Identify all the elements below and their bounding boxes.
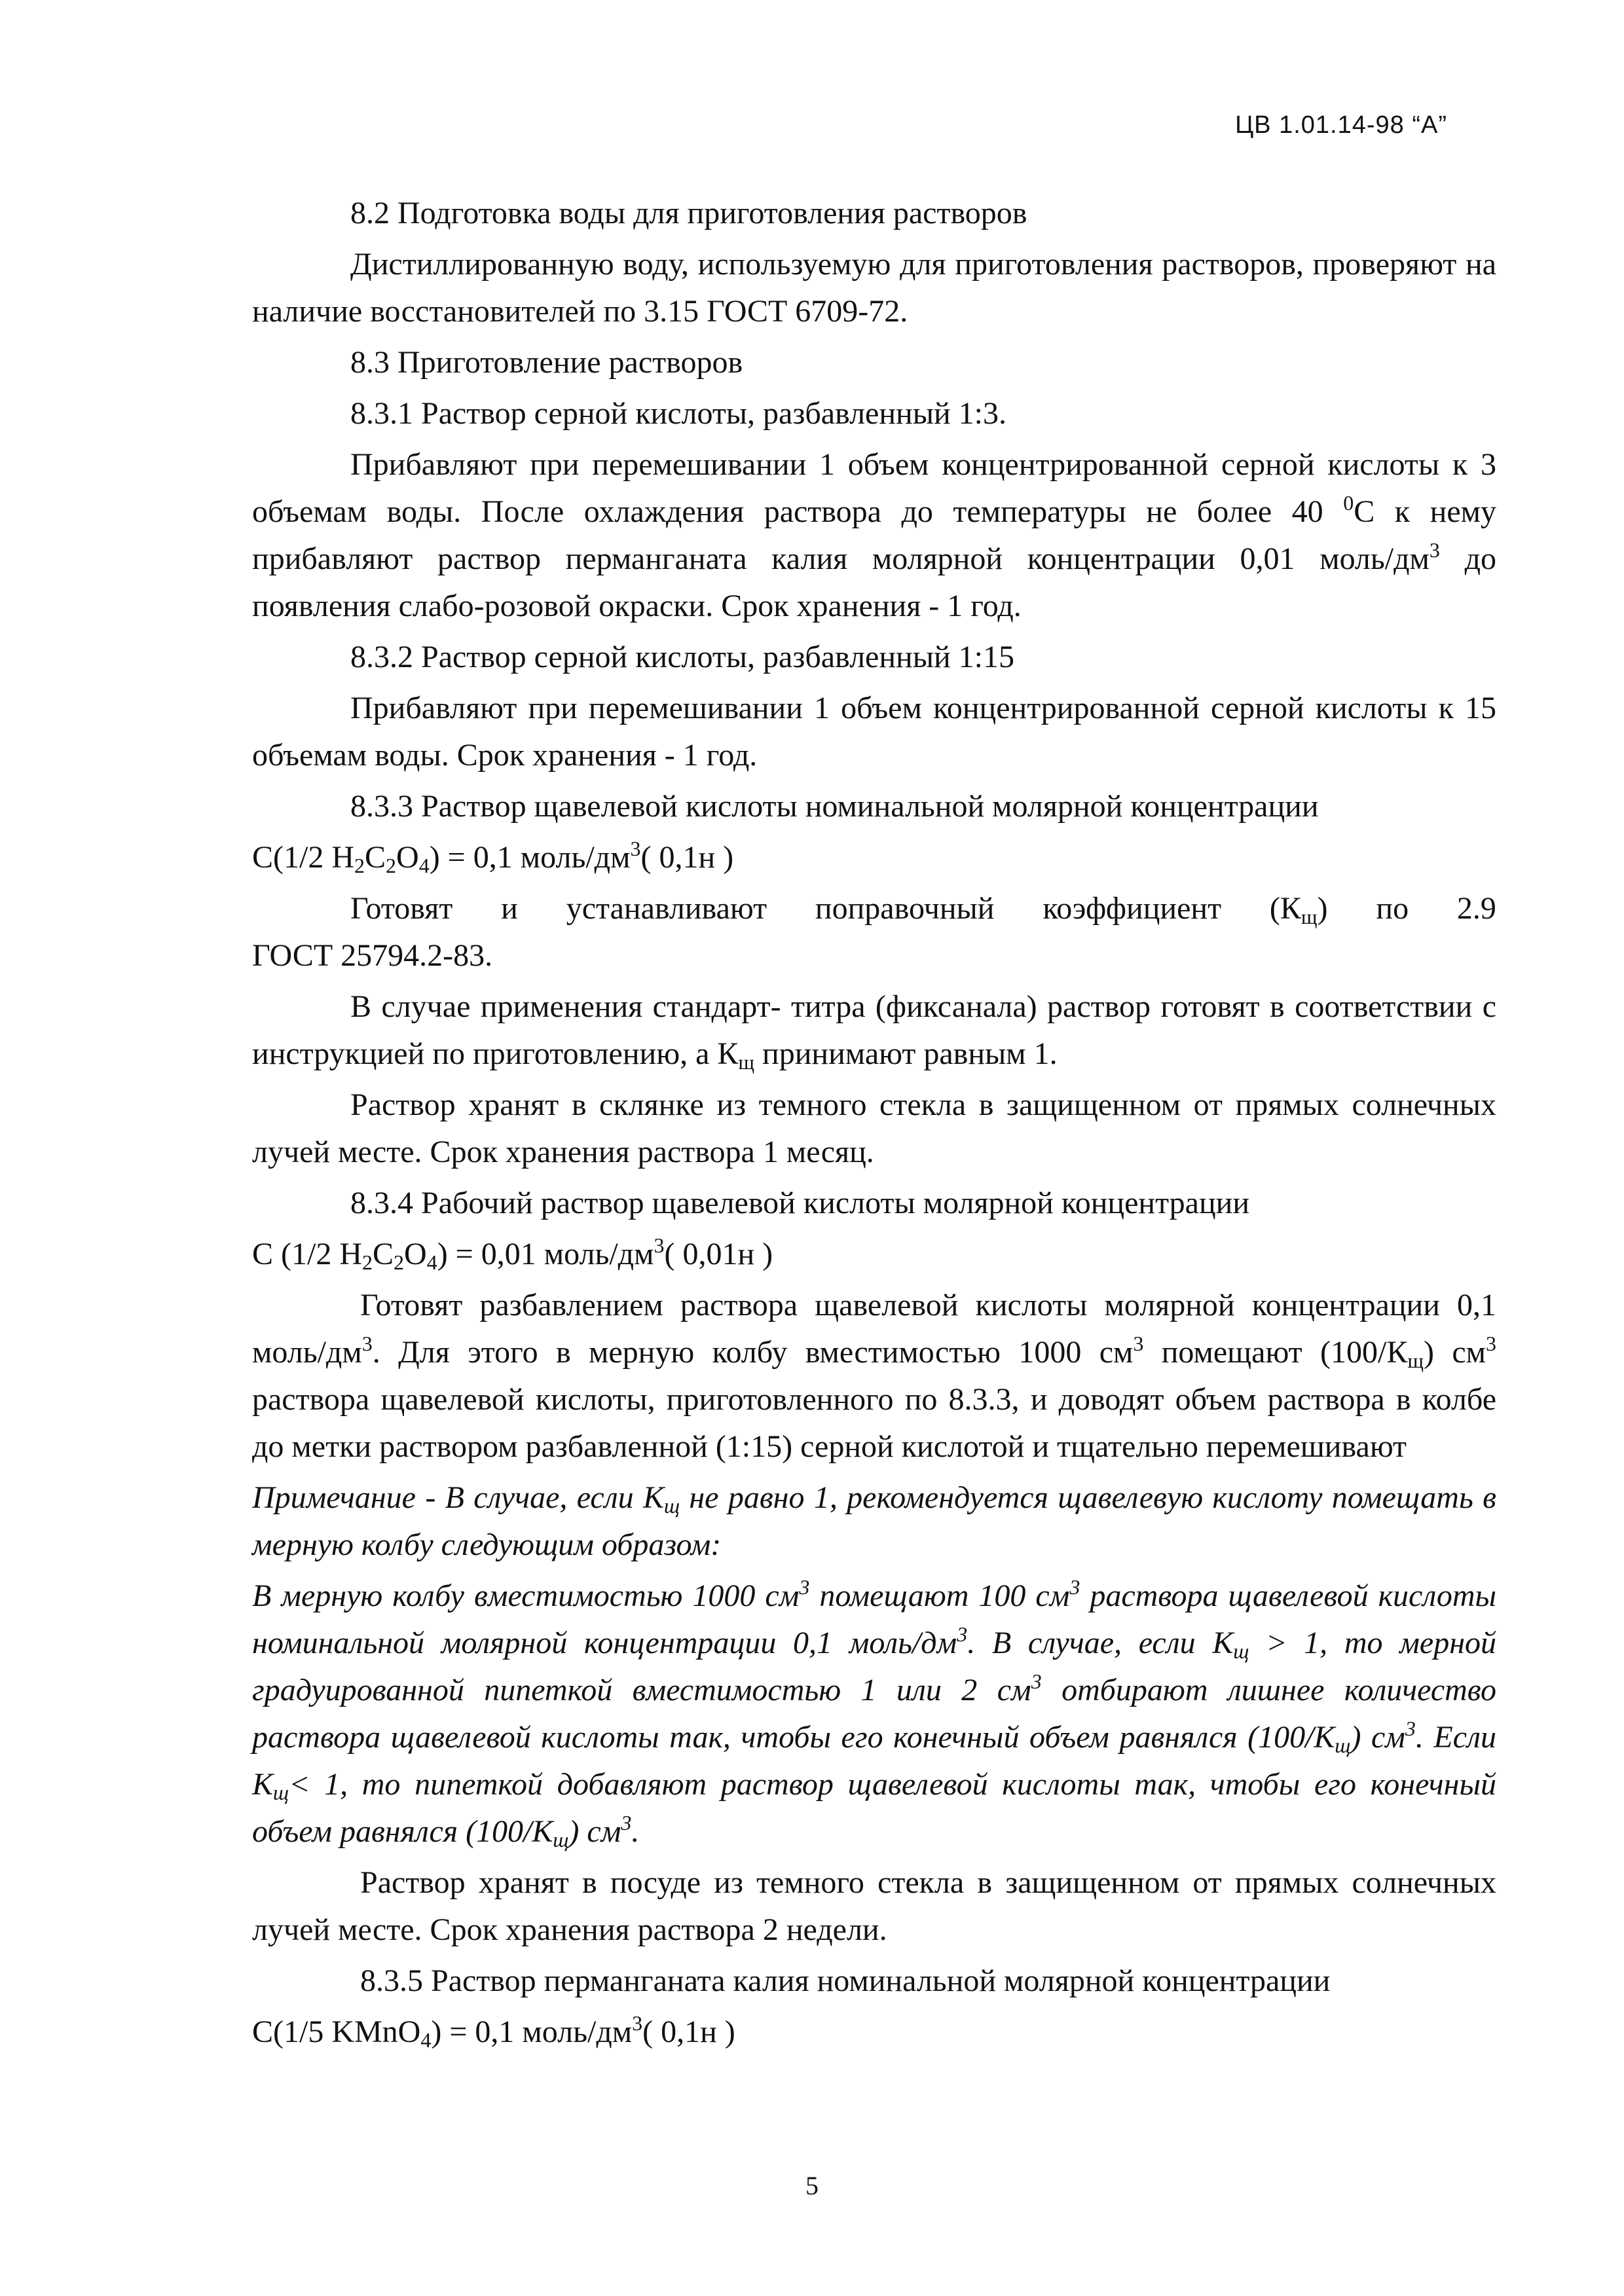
section-8-3-1-title: 8.3.1 Раствор серной кислоты, разбавленный 1:3. bbox=[350, 396, 1006, 431]
section-8-3-3-storage: Раствор хранят в склянке из темного стекла в защищенном от прямых солнечных лучей месте. Срок хранения раствора 1 месяц. bbox=[252, 1087, 1496, 1169]
section-8-3-4-title: 8.3.4 Рабочий раствор щавелевой кислоты молярной концентрации bbox=[350, 1186, 1250, 1220]
page-number: 5 bbox=[805, 2171, 819, 2200]
document-body bbox=[252, 190, 1496, 2060]
section-8-3-4-formula: С (1/2 $Н_2С_2О_4) = 0,01$ моль/$дм^3$( 0,01н ) bbox=[252, 1233, 773, 1274]
section-8-3-5-title: 8.3.5 Раствор перманганата калия номинальной молярной концентрации bbox=[360, 1963, 1331, 1998]
section-8-3-3-title: 8.3.3 Раствор щавелевой кислоты номинальной молярной концентрации bbox=[350, 789, 1319, 824]
section-8-3-2-title: 8.3.2 Раствор серной кислоты, разбавленный 1:15 bbox=[350, 640, 1014, 674]
section-8-3-title: 8.3 Приготовление растворов bbox=[350, 345, 743, 380]
section-8-3-3-standard-titr: В случае применения стандарт- титра (фиксанала) раствор готовят в соответствии с инструкцией по приготовлению, а $К_щ$ принимают равным 1. bbox=[252, 989, 1496, 1074]
section-8-3-5-formula: С(1/5 KMnO$_4$) = 0,1 моль/$дм^3$( 0,1н ) bbox=[252, 2011, 735, 2052]
section-8-3-2-text: Прибавляют при перемешивании 1 объем концентрированной серной кислоты к 15 объемам воды. Срок хранения - 1 год. bbox=[252, 691, 1496, 773]
section-8-3-4-note-detail: В мерную колбу вместимостью 1000 $см^3$ помещают 100 $см^3$ раствора щавелевой кислоты номинальной молярной концентрации 0,1 моль/$дм^3$. В случае, если $К_щ > 1$, то мерной градуированной пипеткой вместимостью 1 или 2 $см^3$ отбирают лишнее количество раствора щавелевой кислоты так, чтобы его конечный объем равнялся $(100/К_щ)$ $см^3$. Если $К_щ< 1$, то пипеткой добавляют раствор щавелевой кислоты так, чтобы его конечный объем равнялся $(100/К_щ)$ $см^3$. bbox=[252, 1575, 1497, 1851]
section-8-3-4-storage: Раствор хранят в посуде из темного стекла в защищенном от прямых солнечных лучей месте. Срок хранения раствора 2 недели. bbox=[252, 1865, 1496, 1947]
section-8-3-3-formula: С(1/2 $Н_2С_2О_4) = 0,1$ моль/$дм^3$( 0,1н ) bbox=[252, 837, 734, 877]
section-8-3-1-text: Прибавляют при перемешивании 1 объем концентрированной серной кислоты к 3 объемам воды. После охлаждения раствора до температуры не более 40 $^0$С к нему прибавляют раствор перманганата калия молярной концентрации 0,01 моль/$дм^3$ до появления слабо-розовой окраски. Срок хранения - 1 год. bbox=[252, 447, 1497, 623]
section-8-3-3-gost: ГОСТ 25794.2-83. bbox=[252, 938, 493, 973]
document-code-header: ЦВ 1.01.14-98 “А” bbox=[1235, 111, 1447, 139]
section-8-2-title: 8.2 Подготовка воды для приготовления растворов bbox=[350, 196, 1027, 230]
section-8-3-4-prep: Готовят разбавлением раствора щавелевой кислоты молярной концентрации 0,1 моль/$дм^3$. Для этого в мерную колбу вместимостью 1000 $см^3$ помещают $(100/К_щ)$ $см^3$ раствора щавелевой кислоты, приготовленного по 8.3.3, и доводят объем раствора в колбе до метки раствором разбавленной (1:15) серной кислотой и тщательно перемешивают bbox=[252, 1288, 1496, 1464]
section-8-2-text: Дистиллированную воду, используемую для приготовления растворов, проверяют на наличие восстановителей по 3.15 ГОСТ 6709-72. bbox=[252, 247, 1496, 329]
section-8-3-4-note: Примечание - В случае, если $К_щ$ не равно 1, рекомендуется щавелевую кислоту помещать в мерную колбу следующим образом: bbox=[252, 1480, 1496, 1562]
section-8-3-3-prep-line: Готовят и устанавливают поправочный коэффициент $(К_щ)$ по 2.9 bbox=[350, 891, 1496, 928]
